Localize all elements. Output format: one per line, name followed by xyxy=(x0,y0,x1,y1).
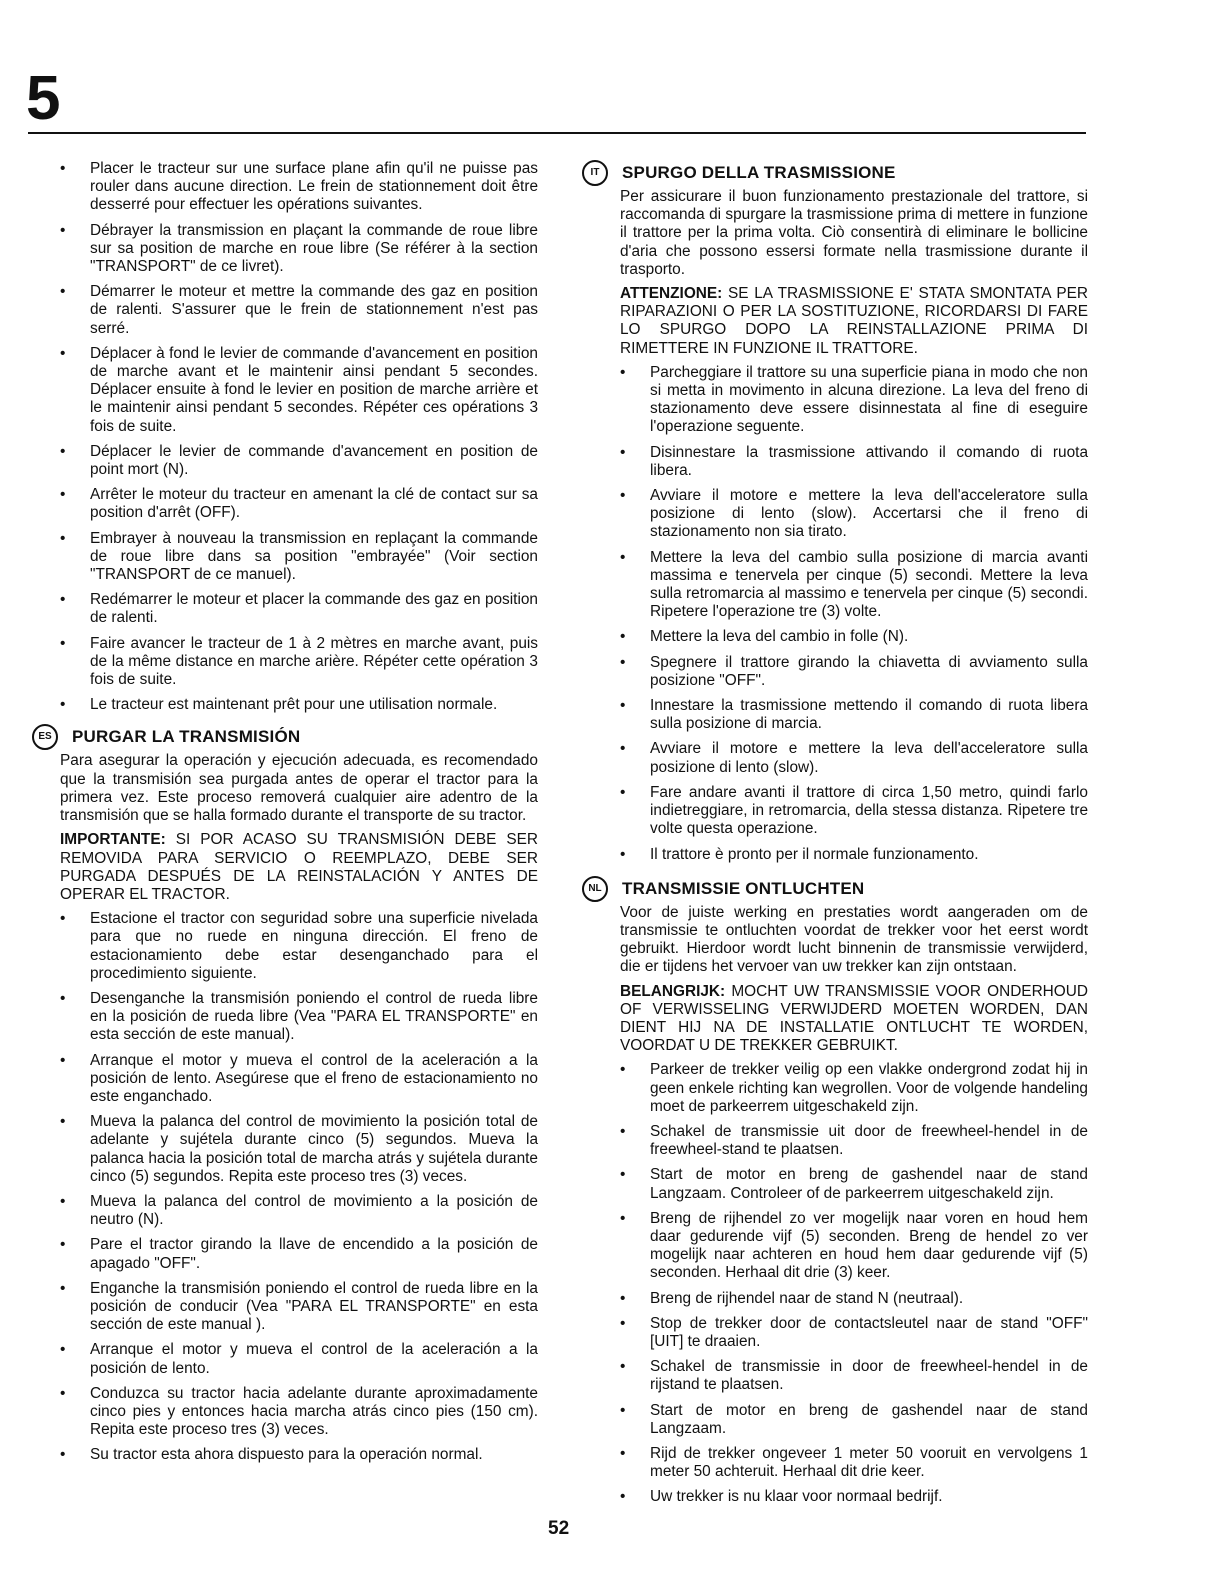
es-important-text: SI POR ACASO SU TRANSMISIÓN DEBE SER REMOVIDA PARA SERVICIO O REEMPLAZO, DEBE SER PURGADA DESPUÉS DE LA REINSTALACIÓN Y ANTES DE OPERAR EL TRACTOR. xyxy=(60,831,538,903)
nl-intro: Voor de juiste werking en prestaties wordt aangeraden om de transmissie te ontluchten voordat de trekker voor het eerst wordt gebruikt. Hierdoor wordt lucht binnenin de transmissie verwijderd, die er tijdens het vervoer van uw trekker kan zijn ontstaan. xyxy=(620,903,1088,976)
es-heading xyxy=(32,724,538,750)
list-item: • Parcheggiare il trattore su una superficie piana in modo che non si metta in movimento in alcuna direzione. La leva del freno di stazionamento deve essere disinnestata al fine di eseguire l'operazione seguente. xyxy=(620,364,1088,437)
list-item: • Rijd de trekker ongeveer 1 meter 50 vooruit en vervolgens 1 meter 50 achteruit. Herhaal dit drie keer. xyxy=(620,1445,1088,1481)
list-item: • Faire avancer le tracteur de 1 à 2 mètres en marche avant, puis de la même distance en marche arière. Répéter cette opération 3 fois de suite. xyxy=(60,635,538,690)
list-item: • Breng de rijhendel zo ver mogelijk naar voren en houd hem daar gedurende vijf (5) seconden. Breng de hendel zo ver mogelijk naar achteren en houd hem daar gedurende vijf (5) seconden. Herhaal dit drie (3) keer. xyxy=(620,1210,1088,1283)
es-title: PURGAR LA TRANSMISIÓN xyxy=(72,727,301,747)
es-important-label: IMPORTANTE: xyxy=(60,831,166,849)
it-section xyxy=(586,160,1088,864)
fr-steps xyxy=(60,160,538,714)
it-heading xyxy=(582,160,1088,186)
list-item: • Innestare la trasmissione mettendo il comando di ruota libera sulla posizione di marcia. xyxy=(620,697,1088,733)
list-item: • Uw trekker is nu klaar voor normaal bedrijf. xyxy=(620,1488,1088,1506)
list-item: • Avviare il motore e mettere la leva dell'acceleratore sulla posizione di lento (slow). xyxy=(620,740,1088,776)
list-item: • Mettere la leva del cambio sulla posizione di marcia avanti massima e tenervela per cinque (5) secondi. Mettere la leva sulla retromarcia al massimo e tenervela per cinque (5) secondi. Ripetere l'operazione tre (3) volte. xyxy=(620,549,1088,622)
it-important-label: ATTENZIONE: xyxy=(620,285,723,303)
list-item: • Déplacer le levier de commande d'avancement en position de point mort (N). xyxy=(60,443,538,479)
list-item: • Estacione el tractor con seguridad sobre una superficie nivelada para que no ruede en ninguna dirección. El freno de estacionamiento debe estar desenganchado para el procedimiento siguiente. xyxy=(60,910,538,983)
list-item: • Start de motor en breng de gashendel naar de stand Langzaam. xyxy=(620,1402,1088,1438)
it-intro: Per assicurare il buon funzionamento prestazionale del trattore, si raccomanda di spurgare la trasmissione prima di mettere in funzione il trattore per la prima volta. Ciò consentirà di eliminare le bollicine d'aria che possono essersi formate nella trasmissione durante il trasporto. xyxy=(620,188,1088,278)
list-item: • Schakel de transmissie in door de freewheel-hendel in de rijstand te plaatsen. xyxy=(620,1358,1088,1394)
right-column xyxy=(586,160,1088,1514)
language-es-icon: ES xyxy=(32,724,58,750)
list-item: • Desenganche la transmisión poniendo el control de rueda libre en la posición de rueda libre (Vea "PARA EL TRANSPORTE" en esta sección de este manual). xyxy=(60,990,538,1045)
list-item: • Fare andare avanti il trattore di circa 1,50 metro, quindi farlo indietreggiare, in retromarcia, della stessa distanza. Ripetere tre volte questa operazione. xyxy=(620,784,1088,839)
list-item: • Placer le tracteur sur une surface plane afin qu'il ne puisse pas rouler dans aucune direction. Le frein de stationnement doit être desserré pour effectuer les opérations suivantes. xyxy=(60,160,538,215)
es-important xyxy=(60,831,538,904)
it-title: SPURGO DELLA TRASMISSIONE xyxy=(622,162,896,182)
it-steps xyxy=(620,364,1088,864)
list-item: • Schakel de transmissie uit door de freewheel-hendel in de freewheel-stand te plaatsen. xyxy=(620,1123,1088,1159)
left-column xyxy=(38,160,538,1472)
nl-steps xyxy=(620,1061,1088,1506)
list-item: • Conduzca su tractor hacia adelante durante aproximadamente cinco pies y entonces hacia marcha atrás cinco pies (150 cm). Repita este proceso tres (3) veces. xyxy=(60,1385,538,1440)
section-number: 5 xyxy=(26,64,61,133)
nl-section xyxy=(586,876,1088,1507)
list-item: • Arranque el motor y mueva el control de la aceleración a la posición de lento. xyxy=(60,1341,538,1377)
list-item: • Su tractor esta ahora dispuesto para la operación normal. xyxy=(60,1446,538,1464)
list-item: • Spegnere il trattore girando la chiavetta di avviamento sulla posizione "OFF". xyxy=(620,654,1088,690)
header-rule xyxy=(28,132,1086,134)
list-item: • Arrêter le moteur du tracteur en amenant la clé de contact sur sa position d'arrêt (OFF). xyxy=(60,486,538,522)
nl-important xyxy=(620,983,1088,1056)
list-item: • Le tracteur est maintenant prêt pour une utilisation normale. xyxy=(60,696,538,714)
list-item: • Embrayer à nouveau la transmission en replaçant la commande de roue libre dans sa position "embrayée" (Voir section "TRANSPORT de ce manuel). xyxy=(60,530,538,585)
list-item: • Démarrer le moteur et mettre la commande des gaz en position de ralenti. S'assurer que le frein de stationnement n'est pas serré. xyxy=(60,283,538,338)
list-item: • Mueva la palanca del control de movimiento la posición total de adelante y sujételа durante cinco (5) segundos. Mueva la palanca hacia la posición total de marcha atrás y sujétela durante cinco (5) segundos. Repita este proceso tres (3) veces. xyxy=(60,1113,538,1186)
list-item: • Breng de rijhendel naar de stand N (neutraal). xyxy=(620,1290,1088,1308)
language-it-icon: IT xyxy=(582,160,608,186)
list-item: • Débrayer la transmission en plaçant la commande de roue libre sur sa position de marche en roue libre (Se référer à la section "TRANSPORT" de ce livret). xyxy=(60,222,538,277)
list-item: • Disinnestare la trasmissione attivando il comando di ruota libera. xyxy=(620,444,1088,480)
list-item: • Stop de trekker door de contactsleutel naar de stand "OFF" [UIT] te draaien. xyxy=(620,1315,1088,1351)
list-item: • Déplacer à fond le levier de commande d'avancement en position de marche avant et le maintenir ainsi pendant 5 secondes. Déplacer ensuite à fond le levier en position de marche arrière et le maintenir ainsi pendant 5 secondes. Répéter ces opérations 3 fois de suite. xyxy=(60,345,538,436)
language-nl-icon: NL xyxy=(582,876,608,902)
page-number: 52 xyxy=(548,1518,570,1539)
es-section xyxy=(38,724,538,1464)
it-important xyxy=(620,285,1088,358)
es-steps xyxy=(60,910,538,1464)
es-intro: Para asegurar la operación y ejecución adecuada, es recomendado que la transmisión sea purgada antes de operar el tractor para la primera vez. Este proceso removerá cualquier aire adentro de la transmisión que se halla formado durante el transporte de su tractor. xyxy=(60,752,538,825)
nl-important-label: BELANGRIJK: xyxy=(620,982,726,1000)
nl-title: TRANSMISSIE ONTLUCHTEN xyxy=(622,878,865,898)
list-item: • Mettere la leva del cambio in folle (N). xyxy=(620,628,1088,646)
list-item: • Pare el tractor girando la llave de encendido a la posición de apagado "OFF". xyxy=(60,1236,538,1272)
nl-important-text: MOCHT UW TRANSMISSIE VOOR ONDERHOUD OF VERWISSELING VERWIJDERD MOETEN WORDEN, DAN DIENT HIJ NA DE INSTALLATIE ONTLUCHT TE WORDEN, VOORDAT U DE TREKKER GEBRUIKT. xyxy=(620,982,1088,1055)
list-item: • Start de motor en breng de gashendel naar de stand Langzaam. Controleer of de parkeerrem uitgeschakeld zijn. xyxy=(620,1166,1088,1202)
list-item: • Il trattore è pronto per il normale funzionamento. xyxy=(620,846,1088,864)
nl-heading xyxy=(582,876,1088,902)
it-important-text: SE LA TRASMISSIONE E' STATA SMONTATA PER RIPARAZIONI O PER LA SOSTITUZIONE, RICORDARSI DI FARE LO SPURGO DOPO LA REINSTALLAZIONE PRIMA DI RIMETTERE IN FUNZIONE IL TRATTORE. xyxy=(620,285,1088,357)
list-item: • Arranque el motor y mueva el control de la aceleración a la posición de lento. Asegúrese que el freno de estacionamiento no este enganchado. xyxy=(60,1052,538,1107)
list-item: • Parkeer de trekker veilig op een vlakke ondergrond zodat hij in geen enkele richting kan wegrollen. Voor de volgende handeling moet de parkeerrem uitgeschakeld zijn. xyxy=(620,1061,1088,1116)
list-item: • Mueva la palanca del control de movimiento a la posición de neutro (N). xyxy=(60,1193,538,1229)
list-item: • Enganche la transmisión poniendo el control de rueda libre en la posición de conducir (Vea "PARA EL TRANSPORTE" en esta sección de este manual ). xyxy=(60,1280,538,1335)
list-item: • Redémarrer le moteur et placer la commande des gaz en position de ralenti. xyxy=(60,591,538,627)
list-item: • Avviare il motore e mettere la leva dell'acceleratore sulla posizione di lento (slow). Accertarsi che il freno di stazionamento non sia tirato. xyxy=(620,487,1088,542)
